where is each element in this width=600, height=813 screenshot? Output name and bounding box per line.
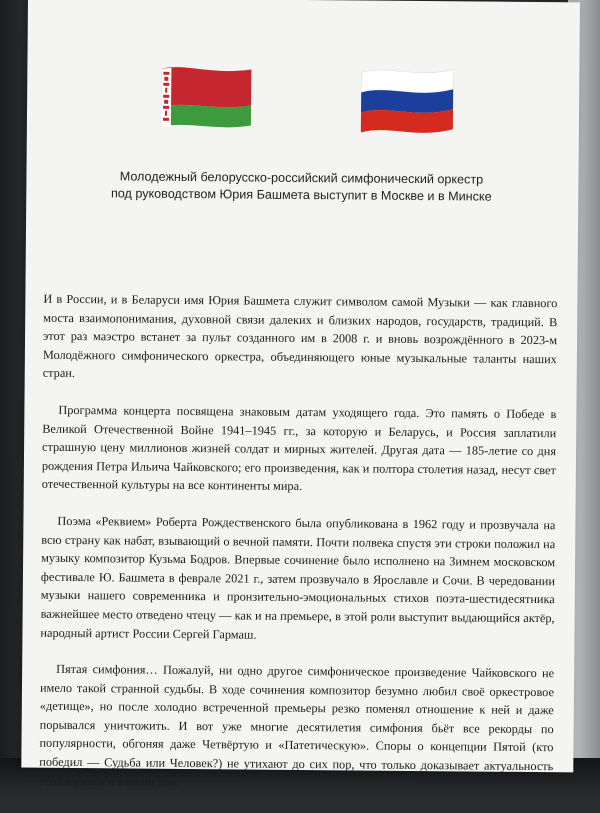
paragraph-3: Поэма «Реквием» Роберта Рождественского была опубликована в 1962 году и прозвучала на всю страну как набат, взывающий о вечной памяти. Почти полвека спустя эти строки положил на музыку композитор Кузьма Бодров. Впервые сочинение было исполнено на Зимнем московском фестивале Ю. Башмета в феврале 2021 г., затем прозвучало в Ярославле и Сочи. В чередовании музыки нашего современника и пронзительно-эмоциональных стихов поэта-шестидесятника важнейшее место отведено чтецу — как и на премьере, в этой роли выступит выдающийся актёр, народный артист России Сергей Гармаш. <box>40 513 556 642</box>
document-page <box>21 0 580 789</box>
paragraph-2: Программа концерта посвящена знаковым датам уходящего года. Это память о Победе в Великой Отечественной Войне 1941–1945 гг., за которую и Беларусь, и Россия заплатили страшную цену миллионов жизней солдат и мирных жителей. Другая дата — 185-летие со дня рождения Петра Ильича Чайковского; его произведения, как и полтора столетия назад, несут свет отечественной культуры на все континенты мира. <box>41 402 557 494</box>
article-body <box>39 290 558 813</box>
russia-flag-svg <box>357 62 458 135</box>
paragraph-1: И в России, и в Беларуси имя Юрия Башмета служит символом самой Музыки — как главного моста взаимопонимания, духовной связи далеких и близких народов, государств, традиций. В этот раз маэстро встанет за пульт созданного им в 2008 г. и вновь возрождённого в 2023-м Молодёжного симфонического оркестра, объединяющего юные музыкальные таланты наших стран. <box>42 291 558 381</box>
headline-line-1: Молодежный белорусско-российский симфонический оркестр <box>119 169 484 187</box>
belarus-flag-svg <box>155 61 256 134</box>
headline-line-2: под руководством Юрия Башмета выступит в Москве и в Минске <box>110 186 492 204</box>
headline <box>66 168 536 206</box>
paragraph-4: Пятая симфония… Пожалуй, ни одно другое симфоническое произведение Чайковского не имело такой странной судьбы. В ходе сочинения композитор безумно любил своё оркестровое «детище», но после холодно встреченной премьеры резко поменял отношение к ней и даже порывался уничтожить. И вот уже многие десятилетия симфония бьёт все рекорды по популярности, обгоняя даже Четвёртую и «Патетическую». Споры о концепции Пятой (кто победил — Судьба или Человек?) не утихают до сих пор, что только доказывает актуальность этой музыки и в наши дни. <box>39 661 555 789</box>
belarus-flag-icon <box>155 61 256 134</box>
russia-flag-icon <box>357 62 458 135</box>
